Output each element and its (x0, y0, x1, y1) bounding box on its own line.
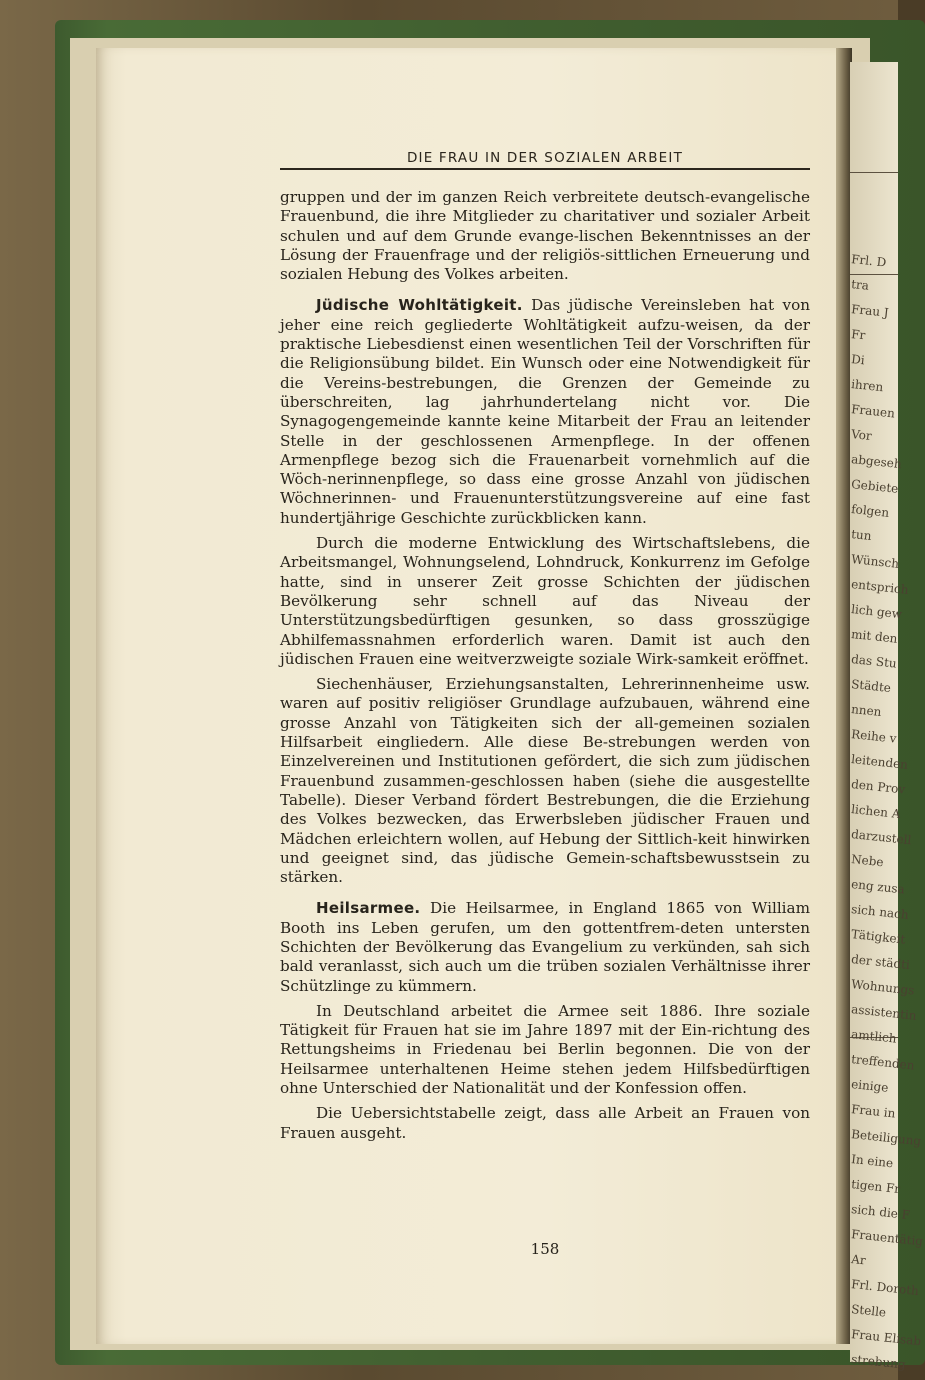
next-page-text-fragment: strebung (850, 1352, 907, 1372)
next-page-text-fragment: folgen (850, 502, 890, 520)
next-page-text-fragment: darzustell (850, 827, 913, 848)
next-page-text-fragment: Frau in (850, 1102, 897, 1121)
next-page-text-fragment: Wünsch (850, 552, 900, 571)
next-page-text-fragment: In eine (850, 1152, 894, 1171)
next-page-text-fragment: ihren (850, 377, 884, 395)
next-page-text-fragment: Städte (850, 677, 892, 696)
next-page-text-fragment: Frau J (850, 302, 890, 320)
next-page-text-fragment: tra (850, 277, 870, 293)
next-page-text-fragment: Beteiligung (850, 1127, 922, 1149)
next-page-text-fragment: den Prov (850, 777, 906, 797)
next-page-text-fragment: Reihe v (850, 727, 898, 746)
next-page-text-fragment: Frau Elisab (850, 1327, 922, 1349)
next-page-text-fragment: tigen Fr (850, 1177, 901, 1197)
next-page-text-fragment: eng zusa (850, 877, 906, 897)
page-number: 158 (530, 1240, 560, 1258)
next-page-fragment (850, 62, 924, 1372)
next-page-text-fragment: Gebiete (850, 477, 899, 496)
next-page-text-fragment: Frl. D (850, 252, 887, 270)
next-page-text-fragment: amtlich (850, 1027, 898, 1046)
next-page-text-fragment: abgeseh (850, 452, 903, 472)
next-page-text-fragment: lich gew (850, 602, 903, 622)
next-page-rule (850, 274, 898, 275)
next-page-text-fragment: das Stu (850, 652, 898, 671)
next-page-text-fragment: Frl. Doroth (850, 1277, 920, 1299)
paragraph: In Deutschland arbeitet die Armee seit 1886. Ihre soziale Tätigkeit für Frauen hat sie im Jahre 1897 mit der Ein-richtung des Rettungsheims in Friedenau bei Berlin begonnen. Die von der Heilsarmee unterhaltenen Heime stehen jedem Hilfsbedürftigen ohne Unterschied der Nationalität und der Konfession offen. (280, 1001, 810, 1098)
next-page-text-fragment: Stelle (850, 1302, 887, 1320)
next-page-text-fragment: lichen A (850, 802, 902, 822)
next-page-text-fragment: Di (850, 352, 866, 368)
next-page-text-fragment: assistentin (850, 1002, 918, 1023)
paragraph: gruppen und der im ganzen Reich verbreitete deutsch-evangelische Frauenbund, die ihre Mitglieder zu charitativer und sozialer Arbeit schulen und auf dem Grunde evange-lischen Bekenntnisses an der Lösung der Frauenfrage und der religiös-sittlichen Erneuerung und sozialen Hebung des Volkes arbeiten. (280, 188, 810, 284)
next-page-text-fragment: nnen (850, 702, 883, 720)
paragraph: Die Uebersichtstabelle zeigt, dass alle Arbeit an Frauen von Frauen ausgeht. (280, 1104, 810, 1142)
next-page-rule (850, 172, 898, 173)
next-page-text-fragment: einige (850, 1077, 890, 1095)
next-page-text-fragment: leitenden (850, 752, 909, 772)
running-header: DIE FRAU IN DER SOZIALEN ARBEIT (406, 150, 684, 166)
next-page-text-fragment: Tätigkeit (850, 927, 906, 947)
next-page-text-fragment: sich nach (850, 902, 910, 922)
paragraph: Durch die moderne Entwicklung des Wirtschaftslebens, die Arbeitsmangel, Wohnungselend, Lohndruck, Konkurrenz im Gefolge hatte, sind in unserer Zeit grosse Schichten der jüdischen Bevölkerung sehr schnell auf das Niveau der Unterstützungsbedürftigen gesunken, so dass grosszügige Abhilfemassnahmen erforderlich waren. Damit ist auch den jüdischen Frauen eine weitverzweigte soziale Wirk-samkeit eröffnet. (280, 534, 810, 668)
body-text (280, 188, 810, 1143)
next-page-text-fragment: der städti (850, 952, 911, 973)
next-page-text-fragment: Ar (850, 1252, 867, 1268)
paragraph-heilsarmee: Heilsarmee. Die Heilsarmee, in England 1865 von William Booth ins Leben gerufen, um den gottentfrem-deten untersten Schichten der Bevölkerung das Evangelium zu verkünden, sah sich bald veranlasst, sich auch um die trüben sozialen Verhältnisse ihrer Schützlinge zu kümmern. (280, 899, 810, 995)
next-page-text-fragment: entsprich (850, 577, 910, 597)
next-page-text-fragment: Frauen (850, 402, 896, 421)
section-heading: Heilsarmee. (316, 899, 421, 918)
paragraph: Siechenhäuser, Erziehungsanstalten, Lehrerinnenheime usw. waren auf positiv religiöser Grundlage aufzubauen, während eine grosse Anzahl von Tätigkeiten sich der all-gemeinen sozialen Hilfsarbeit eingliedern. Alle diese Be-strebungen werden von Einzelvereinen und Institutionen gefördert, die sich zum jüdischen Frauenbund zusammen-geschlossen haben (siehe die ausgestellte Tabelle). Dieser Verband fördert Bestrebungen, die die Erziehung des Volkes bezwecken, das Erwerbsleben jüdischer Frauen und Mädchen erleichtern wollen, auf Hebung der Sittlich-keit hinwirken und geeignet sind, das jüdische Gemein-schaftsbewusstsein zu stärken. (280, 675, 810, 887)
next-page-text-fragment: mit den (850, 627, 899, 646)
paragraph-juedische-wohltaetigkeit: Jüdische Wohltätigkeit. Das jüdische Vereinsleben hat von jeher eine reich gegliederte Wohltätigkeit aufzu-weisen, da der praktische Liebesdienst einen wesentlichen Teil der Vorschriften für die Religionsübung bildet. Ein Wunsch oder eine Notwendigkeit für die Vereins-bestrebungen, die Grenzen der Gemeinde zu überschreiten, lag jahrhundertelang nicht vor. Die Synagogengemeinde kannte keine Mitarbeit der Frau an leitender Stelle in der geschlossenen Armenpflege. In der offenen Armenpflege bezog sich die Frauenarbeit vornehmlich auf die Wöch-nerinnenpflege, so dass eine grosse Anzahl von jüdischen Wöchnerinnen- und Frauenunterstützungsvereine auf eine fast hundertjährige Geschichte zurückblicken kann. (280, 296, 811, 527)
next-page-text-fragment: sich die F (850, 1202, 911, 1223)
next-page-text-fragment: Fr (850, 327, 866, 343)
next-page-text-fragment: tun (850, 527, 873, 544)
next-page-text-fragment: Wohnungs (850, 977, 916, 998)
next-page-text-fragment: Vor (850, 427, 873, 444)
next-page-text-fragment: treffenden (850, 1052, 916, 1073)
header-rule (280, 168, 810, 170)
next-page-text-fragment: Nebe (850, 852, 885, 870)
next-page-text-fragment: Frauentätig (850, 1227, 924, 1249)
section-heading: Jüdische Wohltätigkeit. (316, 296, 523, 315)
